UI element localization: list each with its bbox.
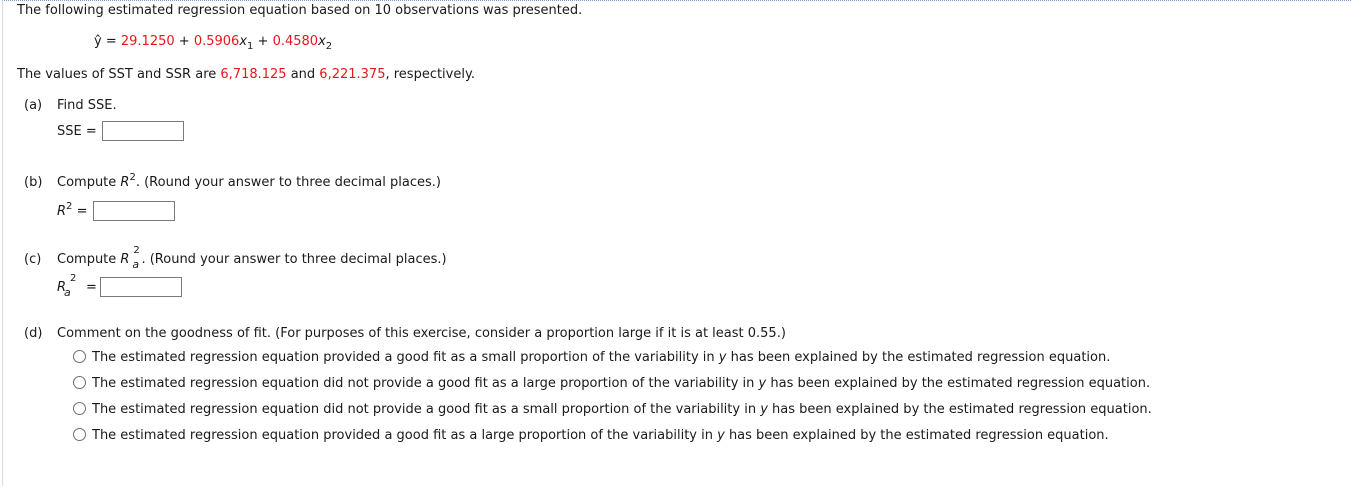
option-3-radio[interactable] — [73, 402, 86, 415]
r-squared-input[interactable] — [93, 201, 175, 221]
part-a-letter: (a) — [24, 98, 43, 113]
values-prefix: The values of SST and SSR are — [17, 67, 221, 82]
part-c-question — [57, 245, 447, 271]
plus-sign: + — [253, 34, 273, 49]
option-text: has been explained by the estimated regression equation. — [767, 402, 1152, 417]
r-adjusted-symbol — [57, 273, 77, 299]
x2-variable: x — [318, 34, 326, 49]
y-variable: y — [717, 428, 725, 443]
adjusted-superscript: 2 — [133, 245, 140, 256]
b2-value: 0.4580 — [272, 34, 319, 49]
option-3-label[interactable] — [92, 402, 1152, 417]
sse-input[interactable] — [102, 121, 184, 141]
equals-sign: = — [76, 204, 88, 219]
part-b-question — [57, 172, 441, 190]
y-variable: y — [758, 376, 767, 391]
r-symbol: R — [57, 280, 67, 295]
option-1-radio[interactable] — [73, 350, 86, 363]
part-c-instructions: . (Round your answer to three decimal places.) — [141, 252, 447, 267]
plus-sign: + — [174, 34, 194, 49]
y-variable: y — [760, 402, 768, 417]
part-d-question: Comment on the goodness of fit. (For purposes of this exercise, consider a proportion large if it is at least 0.55.) — [57, 326, 786, 341]
option-text: The estimated regression equation did not provide a good fit as a small proportion of the variability in — [92, 402, 761, 417]
r-squared-superscript: 2 — [129, 172, 136, 183]
values-suffix: , respectively. — [385, 67, 475, 82]
part-c-compute: Compute — [57, 252, 121, 267]
x2-subscript: 2 — [325, 41, 333, 52]
adjusted-subscript: a — [132, 258, 140, 271]
part-b-letter: (b) — [24, 175, 43, 190]
option-text: has been explained by the estimated regression equation. — [726, 350, 1111, 365]
regression-equation — [94, 34, 333, 52]
r-adjusted-symbol — [120, 245, 140, 271]
part-c-letter: (c) — [24, 252, 42, 267]
adjusted-subscript: a — [64, 286, 71, 299]
option-text: The estimated regression equation provided a good fit as a large proportion of the variability in — [92, 428, 718, 443]
intro-text: The following estimated regression equation based on 10 observations was presented. — [17, 3, 583, 18]
option-4-radio[interactable] — [73, 428, 86, 441]
option-2-label[interactable] — [92, 376, 1150, 391]
r-squared-label — [57, 201, 88, 219]
sse-label: SSE = — [57, 124, 97, 139]
part-a-question: Find SSE. — [57, 98, 117, 113]
option-4-label[interactable] — [92, 428, 1109, 443]
ssr-value: 6,221.375 — [319, 67, 386, 82]
r-adjusted-input[interactable] — [100, 277, 182, 297]
equals-sign: = — [101, 34, 121, 49]
x1-subscript: 1 — [247, 41, 254, 52]
b1-value: 0.5906 — [193, 34, 240, 49]
option-text: The estimated regression equation did not provide a good fit as a large proportion of the variability in — [92, 376, 759, 391]
sst-ssr-statement — [17, 67, 475, 82]
part-b-instructions: . (Round your answer to three decimal places.) — [135, 175, 441, 190]
part-d-letter: (d) — [24, 326, 43, 341]
part-b-compute: Compute — [57, 175, 121, 190]
option-2-radio[interactable] — [73, 376, 86, 389]
r-symbol: R — [57, 204, 67, 219]
option-text: The estimated regression equation provided a good fit as a small proportion of the variability in — [92, 350, 719, 365]
option-1-label[interactable] — [92, 350, 1110, 365]
r-symbol: R — [120, 175, 130, 190]
r-adjusted-label — [57, 273, 97, 299]
intercept-value: 29.1250 — [120, 34, 175, 49]
values-and: and — [286, 67, 320, 82]
equals-sign: = — [86, 280, 97, 295]
adjusted-superscript: 2 — [70, 273, 77, 284]
sst-value: 6,718.125 — [220, 67, 287, 82]
yhat-symbol: ŷ — [94, 34, 102, 49]
y-variable: y — [718, 350, 727, 365]
option-text: has been explained by the estimated regression equation. — [724, 428, 1109, 443]
x1-variable: x — [239, 34, 248, 49]
r-symbol: R — [120, 252, 130, 267]
option-text: has been explained by the estimated regression equation. — [766, 376, 1151, 391]
r-squared-superscript: 2 — [66, 201, 73, 212]
